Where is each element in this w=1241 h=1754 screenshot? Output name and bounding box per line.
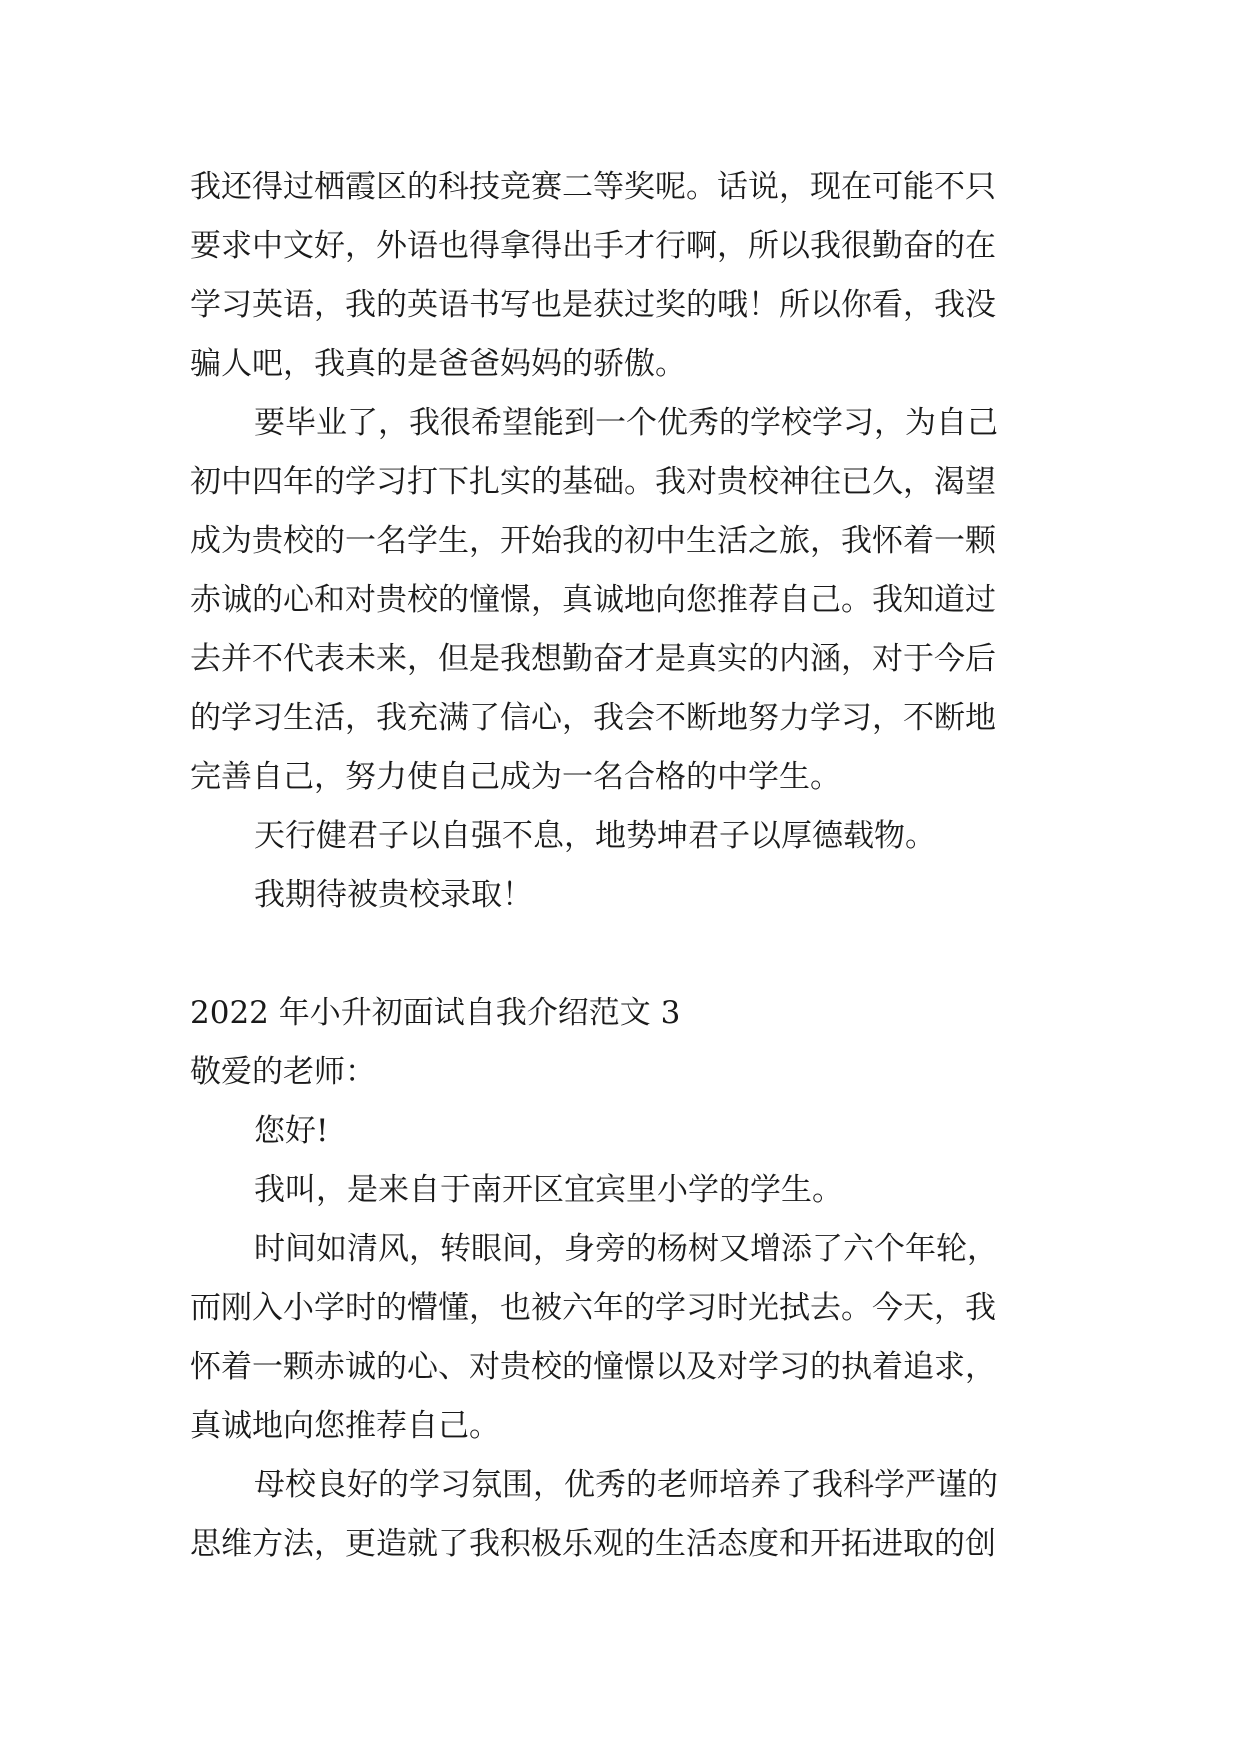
paragraph-2 bbox=[190, 394, 1070, 807]
text-line: 骗人吧，我真的是爸爸妈妈的骄傲。 bbox=[190, 346, 686, 382]
text-line: 去并不代表未来，但是我想勤奋才是真实的内涵，对于今后 bbox=[190, 641, 996, 677]
text-line: 我还得过栖霞区的科技竞赛二等奖呢。话说，现在可能不只 bbox=[190, 169, 996, 205]
paragraph-3: 天行健君子以自强不息，地势坤君子以厚德载物。 bbox=[254, 818, 936, 854]
text-line: 怀着一颗赤诚的心、对贵校的憧憬以及对学习的执着追求， bbox=[190, 1349, 996, 1385]
text-line: 成为贵校的一名学生，开始我的初中生活之旅，我怀着一颗 bbox=[190, 523, 996, 559]
text-line: 真诚地向您推荐自己。 bbox=[190, 1408, 500, 1444]
text-line: 要毕业了，我很希望能到一个优秀的学校学习，为自己 bbox=[254, 405, 998, 441]
paragraph-1 bbox=[190, 158, 1070, 394]
paragraph-4: 我期待被贵校录取！ bbox=[254, 877, 533, 913]
paragraph-5 bbox=[190, 1220, 1070, 1456]
text-line: 时间如清风，转眼间，身旁的杨树又增添了六个年轮， bbox=[254, 1231, 998, 1267]
text-line: 要求中文好，外语也得拿得出手才行啊，所以我很勤奋的在 bbox=[190, 228, 996, 264]
text-line: 思维方法，更造就了我积极乐观的生活态度和开拓进取的创 bbox=[190, 1526, 996, 1562]
document-body bbox=[190, 158, 1070, 1574]
text-line: 学习英语，我的英语书写也是获过奖的哦！所以你看，我没 bbox=[190, 287, 996, 323]
text-line: 赤诚的心和对贵校的憧憬，真诚地向您推荐自己。我知道过 bbox=[190, 582, 996, 618]
text-line: 完善自己，努力使自己成为一名合格的中学生。 bbox=[190, 759, 841, 795]
text-line: 母校良好的学习氛围，优秀的老师培养了我科学严谨的 bbox=[254, 1467, 998, 1503]
salutation: 敬爱的老师： bbox=[190, 1054, 376, 1090]
text-line: 初中四年的学习打下扎实的基础。我对贵校神往已久，渴望 bbox=[190, 464, 996, 500]
text-line: 而刚入小学时的懵懂，也被六年的学习时光拭去。今天，我 bbox=[190, 1290, 996, 1326]
text-line: 的学习生活，我充满了信心，我会不断地努力学习，不断地 bbox=[190, 700, 996, 736]
intro-paragraph: 我叫，是来自于南开区宜宾里小学的学生。 bbox=[254, 1172, 843, 1208]
paragraph-6 bbox=[190, 1456, 1070, 1574]
greeting: 您好! bbox=[254, 1113, 329, 1149]
blank-line bbox=[190, 925, 1070, 984]
section-title: 2022 年小升初面试自我介绍范文 3 bbox=[190, 995, 681, 1031]
